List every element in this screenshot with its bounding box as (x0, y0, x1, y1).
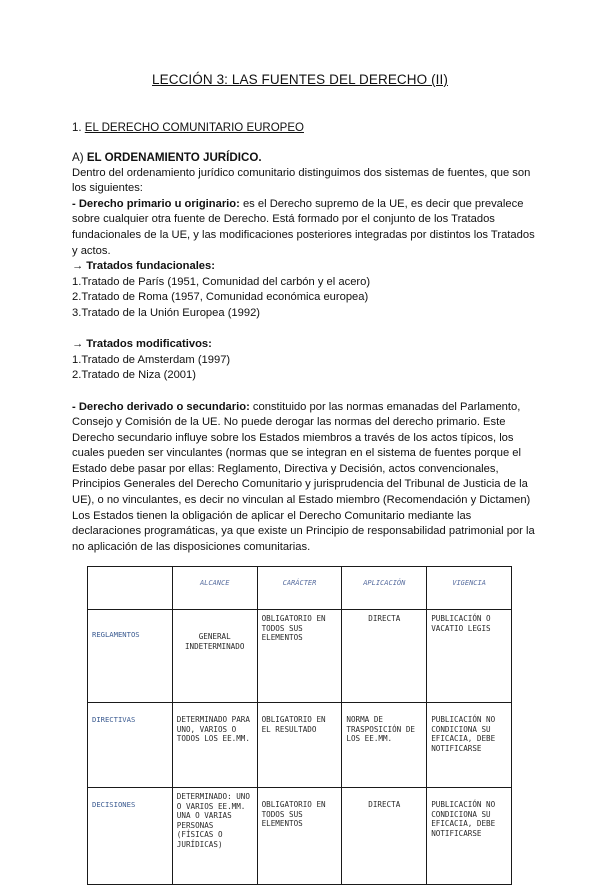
table-cell: PUBLICACIÓN NO CONDICIONA SU EFICACIA, DEBE NOTIFICARSE (427, 788, 512, 885)
table-cell: PUBLICACIÓN O VACATIO LEGIS (427, 610, 512, 703)
row-label-decisiones: DECISIONES (88, 788, 173, 885)
section-heading (72, 122, 304, 134)
table-row (88, 703, 512, 788)
document-body (72, 150, 542, 555)
column-header-vigencia: VIGENCIA (427, 567, 512, 610)
table-cell: NORMA DE TRASPOSICIÓN DE LOS EE.MM. (342, 703, 427, 788)
column-header-alcance: ALCANCE (172, 567, 257, 610)
primary-law-heading: - Derecho primario u originario: (72, 197, 240, 210)
table-cell: PUBLICACIÓN NO CONDICIONA SU EFICACIA, DEBE NOTIFICARSE (427, 703, 512, 788)
table-cell: DETERMINADO: UNO O VARIOS EE.MM. UNA O VARIAS PERSONAS (FÍSICAS O JURÍDICAS) (172, 788, 257, 885)
section-title: EL DERECHO COMUNITARIO EUROPEO (84, 122, 304, 134)
subsection-label: A) (72, 151, 84, 164)
table-cell: DETERMINADO PARA UNO, VARIOS O TODOS LOS EE.MM. (172, 703, 257, 788)
section-number: 1. (72, 122, 82, 134)
row-label-reglamentos: REGLAMENTOS (88, 610, 173, 703)
secondary-law-heading: - Derecho derivado o secundario: (72, 400, 250, 413)
table-row (88, 610, 512, 703)
primary-law-paragraph (72, 197, 542, 259)
primary-law-text: es el Derecho supremo de la UE, es decir que prevalece sobre cualquier otra fuente de Derecho. Está formado por el conjunto de los Tratados fundacionales de la UE, y las modificaciones posteriores integradas por distintos los Tratados y actos. (72, 197, 535, 257)
list-item: 3.Tratado de la Unión Europea (1992) (72, 306, 261, 319)
subsection-heading (72, 150, 542, 166)
table-cell: DIRECTA (342, 610, 427, 703)
list-item: 1.Tratado de París (1951, Comunidad del carbón y el acero) (72, 275, 371, 288)
table-cell: GENERAL INDETERMINADO (172, 610, 257, 703)
founding-treaties-heading: → Tratados fundacionales: (72, 260, 215, 273)
legal-acts-table (87, 566, 512, 885)
table-cell: OBLIGATORIO EN EL RESULTADO (257, 703, 342, 788)
page-title: LECCIÓN 3: LAS FUENTES DEL DERECHO (II) (152, 72, 448, 87)
table-row (88, 788, 512, 885)
column-header-caracter: CARÁCTER (257, 567, 342, 610)
list-item: 1.Tratado de Amsterdam (1997) (72, 353, 231, 366)
table-cell: OBLIGATORIO EN TODOS SUS ELEMENTOS (257, 788, 342, 885)
secondary-law-paragraph (72, 400, 542, 556)
table-cell: DIRECTA (342, 788, 427, 885)
column-header-aplicacion: APLICACIÓN (342, 567, 427, 610)
list-item: 2.Tratado de Niza (2001) (72, 369, 196, 382)
table-corner-cell (88, 567, 173, 610)
intro-paragraph: Dentro del ordenamiento jurídico comunitario distinguimos dos sistemas de fuentes, que son los siguientes: (72, 166, 531, 195)
modifying-treaties-heading: → Tratados modificativos: (72, 338, 212, 351)
subsection-title: EL ORDENAMIENTO JURÍDICO. (86, 151, 262, 164)
table-header-row (88, 567, 512, 610)
table-cell: OBLIGATORIO EN TODOS SUS ELEMENTOS (257, 610, 342, 703)
secondary-law-text: constituido por las normas emanadas del Parlamento, Consejo y Comisión de la UE. No puede derogar las normas del derecho primario. Este Derecho secundario influye sobre los Estados miembros a través de los actos típicos, los cuales pueden ser vinculantes (normas que se integran en el sistema de fuentes porque el Estado debe pasar por ellas: Reglamento, Directiva y Decisión, actos convencionales, Principios Generales del Derecho Comunitario y jurisprudencia del Tribunal de Justicia de la UE), o no vinculantes, es decir no vinculan al Estado miembro (Recomendación y Dictamen) Los Estados tienen la obligación de aplicar el Derecho Comunitario mediante las declaraciones programáticas, ya que existe un Principio de responsabilidad patrimonial por la no aplicación de las disposiciones comunitarias. (72, 400, 535, 553)
list-item: 2.Tratado de Roma (1957, Comunidad económica europea) (72, 291, 369, 304)
row-label-directivas: DIRECTIVAS (88, 703, 173, 788)
